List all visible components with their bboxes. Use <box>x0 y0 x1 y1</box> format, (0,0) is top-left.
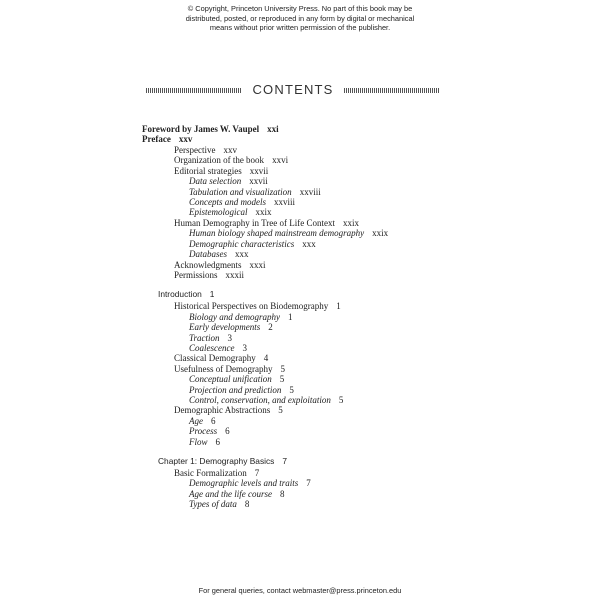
toc-entry-title: Preface <box>142 134 171 145</box>
footer-contact: For general queries, contact webmaster@press.princeton.edu <box>198 586 402 595</box>
toc-entry-page: 3 <box>242 342 247 353</box>
toc-entry-page: 7 <box>254 468 260 478</box>
toc-entry-title: Demographic characteristics <box>189 238 295 249</box>
toc-entry-title: Organization of the book <box>174 155 265 166</box>
toc-entry-page: xxv <box>223 144 237 155</box>
toc-entry-title: Tabulation and visualization <box>189 186 292 197</box>
toc-entry <box>189 478 311 489</box>
toc-entry-title: Process <box>189 426 218 437</box>
contents-title: CONTENTS <box>252 82 334 97</box>
toc-entry-page: xxix <box>372 228 389 239</box>
toc-entry-title: Perspective <box>174 144 216 155</box>
toc-entry-title: Foreword by James W. Vaupel <box>142 124 260 134</box>
toc-entry <box>189 395 343 406</box>
toc-entry-title: Projection and prediction <box>189 384 282 395</box>
toc-entry-page: 2 <box>268 322 273 333</box>
toc-entry-page: 5 <box>280 363 285 374</box>
toc-entry-title: Epistemological <box>189 207 248 218</box>
toc-entry-title: Coalescence <box>189 342 235 353</box>
toc-entry-title: Types of data <box>189 499 237 510</box>
toc-entry-page: 7 <box>306 478 311 489</box>
toc-entry <box>189 228 388 239</box>
toc-entry-title: Early developments <box>189 322 261 333</box>
toc-entry-page: 5 <box>278 405 283 416</box>
toc-entry <box>189 489 284 500</box>
toc-entry-title: Basic Formalization <box>174 468 247 478</box>
copyright-line-1: © Copyright, Princeton University Press. No part of this book may be <box>187 4 413 13</box>
toc-entry-title: Editorial strategies <box>174 165 242 176</box>
toc-entry <box>189 343 247 354</box>
toc-entry-title: Classical Demography <box>174 353 256 364</box>
toc-entry-page: 1 <box>209 289 215 300</box>
toc-entry-page: xxix <box>255 207 272 218</box>
toc-entry-title: Acknowledgments <box>174 259 242 270</box>
toc-entry-page: xxix <box>342 217 359 228</box>
toc-entry <box>189 197 295 208</box>
toc-entry-page: 5 <box>279 374 285 385</box>
toc-entry-title: Conceptual unification <box>189 374 272 385</box>
copyright-line-2: distributed, posted, or reproduced in any form by digital or mechanical <box>185 13 415 23</box>
toc-entry-title: Historical Perspectives on Biodemography <box>174 301 329 312</box>
toc-entry-title: Flow <box>189 436 208 447</box>
toc-entry <box>158 289 214 300</box>
toc-entry-page: xxxii <box>225 269 245 280</box>
toc-entry-page: 6 <box>211 415 216 426</box>
toc-entry-page: xxvii <box>249 165 269 176</box>
toc-entry-title: Demographic levels and traits <box>189 478 299 489</box>
toc-entry <box>174 468 259 479</box>
right-rule <box>344 88 440 93</box>
toc-entry-page: 6 <box>225 426 230 437</box>
toc-entry <box>174 155 288 166</box>
toc-entry-page: 1 <box>287 311 293 322</box>
toc-entry <box>189 187 321 198</box>
toc-entry <box>189 239 316 250</box>
toc-entry-title: Demographic Abstractions <box>174 405 271 416</box>
toc-entry-title: Permissions <box>174 269 218 280</box>
toc-entry-page: 8 <box>279 488 285 499</box>
toc-entry <box>189 176 268 187</box>
copyright-line-3: means without prior written permission of the publisher. <box>209 23 391 33</box>
toc-entry-title: Biology and demography <box>189 311 280 322</box>
toc-entry <box>189 426 230 437</box>
toc-entry <box>189 312 292 323</box>
toc-entry-page: xxviii <box>274 196 296 207</box>
toc-entry-page: xxv <box>178 134 193 145</box>
toc-entry-page: 5 <box>338 395 344 405</box>
toc-entry-page: 3 <box>227 332 233 343</box>
toc-entry-page: 6 <box>215 436 221 447</box>
toc-entry-page: xxviii <box>299 186 321 197</box>
toc-entry <box>189 499 249 510</box>
toc-entry <box>158 456 287 467</box>
toc-entry-page: xxx <box>302 238 316 249</box>
toc-entry <box>174 166 268 177</box>
toc-entry <box>189 385 294 396</box>
toc-entry-page: xxxi <box>249 259 266 270</box>
toc-entry <box>174 301 341 312</box>
toc-entry-page: 4 <box>263 353 269 364</box>
toc-entry <box>189 207 272 218</box>
toc-entry <box>189 249 249 260</box>
toc-entry <box>189 333 232 344</box>
toc-entry <box>174 364 285 375</box>
toc-entry-page: 7 <box>282 456 288 467</box>
toc-entry <box>174 260 266 271</box>
toc-entry-page: 5 <box>289 384 294 395</box>
toc-entry-title: Traction <box>189 332 220 343</box>
toc-entry-page: 8 <box>244 499 250 510</box>
toc-entry <box>189 374 284 385</box>
copyright-notice <box>0 4 600 33</box>
toc-entry-title: Human Demography in Tree of Life Context <box>174 217 335 228</box>
toc-entry-page: xxi <box>267 124 279 134</box>
toc-entry-title: Usefulness of Demography <box>174 363 273 374</box>
toc-entry-title: Databases <box>189 249 227 259</box>
toc-entry <box>174 218 359 229</box>
toc-entry <box>142 124 279 135</box>
toc-entry <box>174 145 237 156</box>
toc-entry-page: 1 <box>336 301 341 312</box>
toc-entry-title: Introduction <box>158 289 202 300</box>
toc-entry <box>174 405 283 416</box>
left-rule <box>146 88 242 93</box>
toc-entry-title: Chapter 1: Demography Basics <box>158 456 275 467</box>
toc-entry-page: xxvii <box>249 176 268 187</box>
toc-entry-title: Age <box>189 415 203 426</box>
toc-entry-title: Human biology shaped mainstream demography <box>189 228 365 239</box>
toc-entry-title: Control, conservation, and exploitation <box>189 395 331 405</box>
contents-heading <box>146 82 440 98</box>
toc-entry <box>189 437 220 448</box>
toc-entry-title: Data selection <box>189 176 242 187</box>
toc-entry <box>174 353 268 364</box>
toc-entry-page: xxvi <box>272 155 289 166</box>
toc-entry <box>174 270 244 281</box>
toc-entry-title: Age and the life course <box>189 488 272 499</box>
toc-entry <box>189 416 216 427</box>
toc-entry-page: xxx <box>235 249 249 259</box>
toc-entry <box>189 322 273 333</box>
toc-entry <box>142 134 192 145</box>
toc-entry-title: Concepts and models <box>189 196 266 207</box>
